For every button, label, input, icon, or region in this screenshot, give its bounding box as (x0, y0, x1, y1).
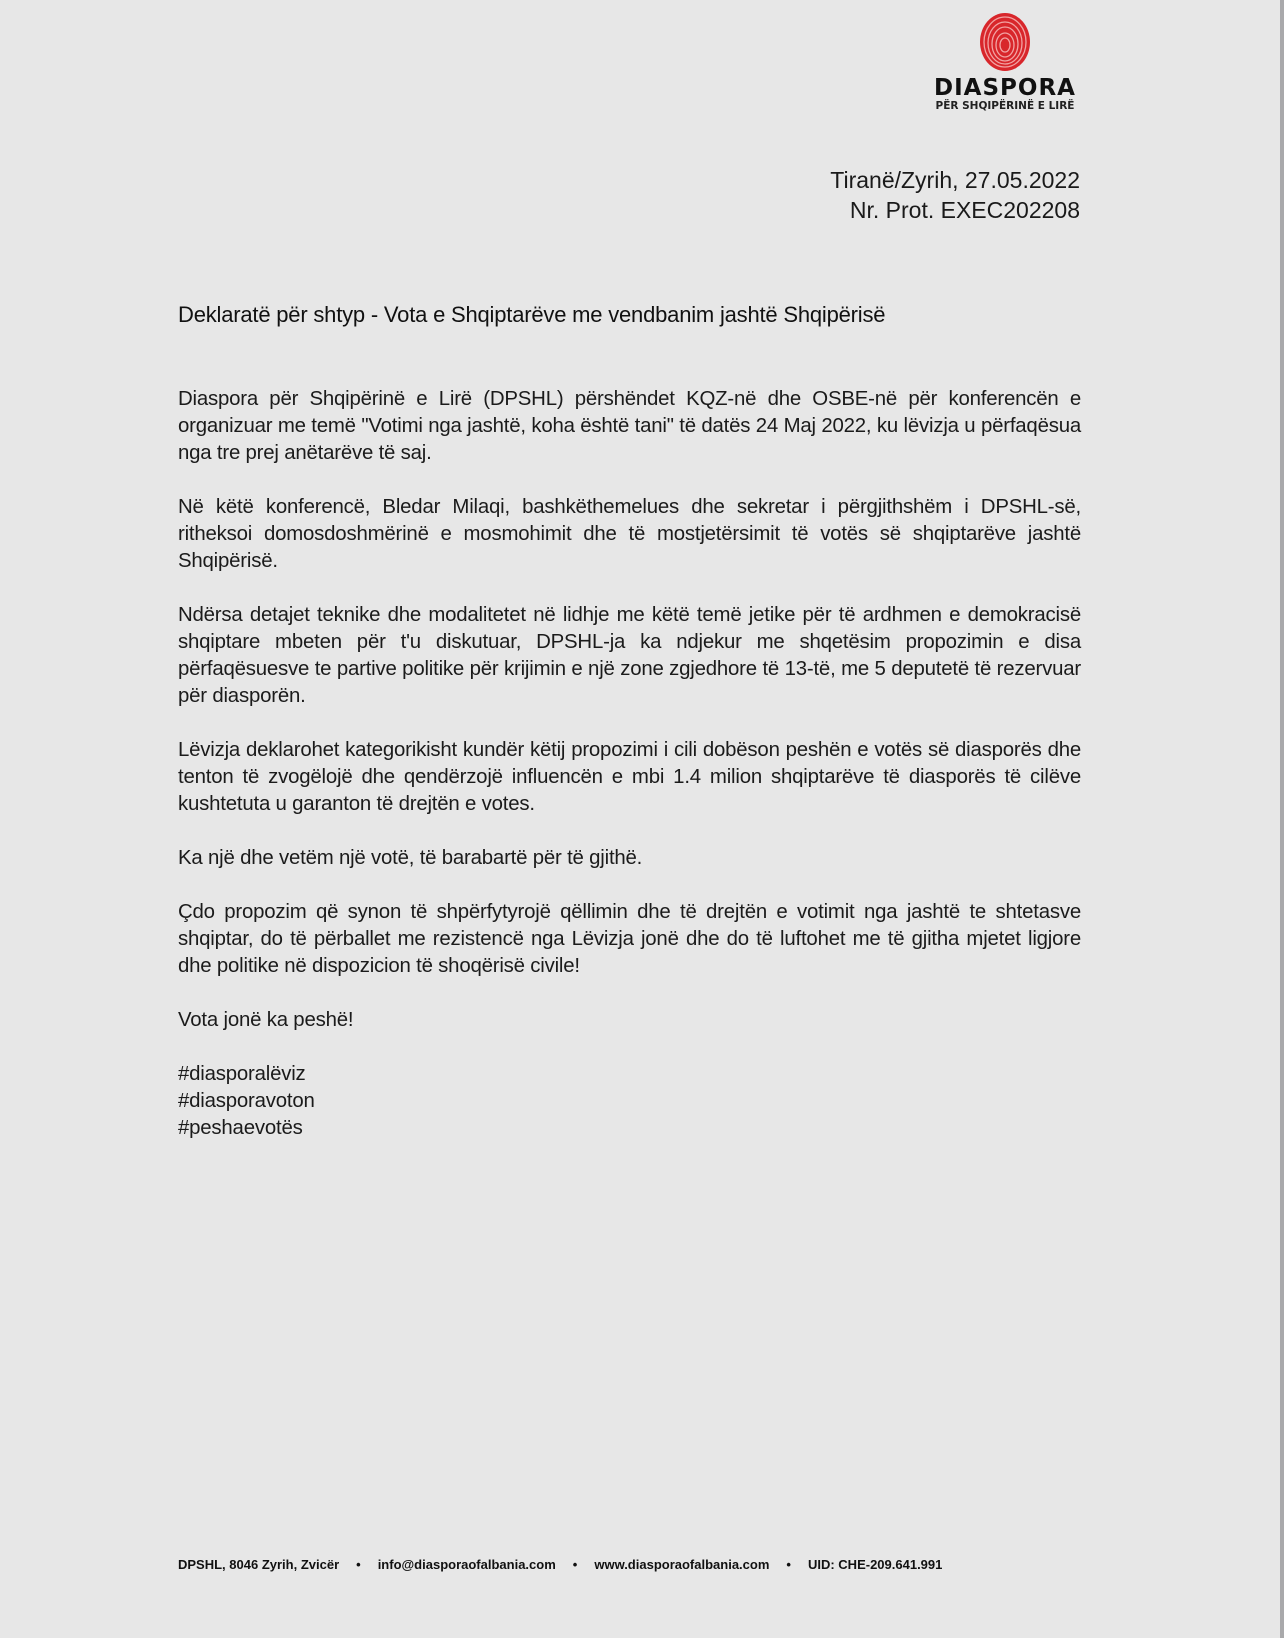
page-edge (1280, 0, 1284, 1638)
footer (178, 1557, 942, 1572)
hashtag: #diasporalëviz (178, 1063, 306, 1085)
slogan: Vota jonë ka peshë! (178, 1009, 354, 1031)
logo (905, 12, 1105, 113)
document-meta (830, 165, 1080, 225)
document-title: Deklaratë për shtyp - Vota e Shqiptarëve me vendbanim jashtë Shqipërisë (178, 302, 886, 327)
footer-uid: UID: CHE-209.641.991 (807, 1557, 943, 1572)
paragraph: Diaspora për Shqipërinë e Lirë (DPSHL) përshëndet KQZ-në dhe OSBE-në për konferencën e organizuar me temë "Votimi nga jashtë, koha është tani" të datës 24 Maj 2022, ku lëvizja u përfaqësua nga tre prej anëtarëve të saj. (178, 388, 1081, 464)
paragraph: Në këtë konferencë, Bledar Milaqi, bashkëthemelues dhe sekretar i përgjithshëm i DPSHL-së, ritheksoi domosdoshmërinë e mosmohimit dhe të mostjetërsimit të votës së shqiptarëve jashtë Shqipërisë. (178, 496, 1081, 572)
document-body (178, 386, 1081, 1142)
footer-website[interactable]: www.diasporaofalbania.com (594, 1557, 770, 1572)
paragraph: Ndërsa detajet teknike dhe modalitetet në lidhje me këtë temë jetike për të ardhmen e demokracisë shqiptare mbeten për t'u diskutuar, DPSHL-ja ka ndjekur me shqetësim propozimin e disa përfaqësuesve te partive politike për krijimin e një zone zgjedhore të 13-të, me 5 deputetë të rezervuar për diasporën. (178, 604, 1081, 707)
place-date: Tiranë/Zyrih, 27.05.2022 (830, 167, 1080, 193)
hashtags (178, 1061, 1081, 1142)
paragraph: Çdo propozim që synon të shpërfytyrojë qëllimin dhe të drejtën e votimit nga jashtë te shtetasve shqiptar, do të përballet me rezistencë nga Lëvizja jonë dhe do të luftohet me të gjitha mjetet ligjore dhe politike në dispozicion të shoqërisë civile! (178, 901, 1081, 977)
paragraph: Lëvizja deklarohet kategorikisht kundër këtij propozimi i cili dobëson peshën e votës së diasporës dhe tenton të zvogëlojë dhe qendërzojë influencën e mbi 1.4 milion shqiptarëve të diasporës të cilëve kushtetuta u garanton të drejtën e votes. (178, 739, 1081, 815)
separator-dot: • (356, 1557, 361, 1572)
hashtag: #peshaevotës (178, 1117, 303, 1139)
separator-dot: • (572, 1557, 578, 1572)
logo-name: DIASPORA (934, 75, 1076, 101)
protocol-number: Nr. Prot. EXEC202208 (849, 197, 1080, 223)
hashtag: #diasporavoton (178, 1090, 315, 1112)
fingerprint-icon (977, 12, 1033, 72)
footer-email[interactable]: info@diasporaofalbania.com (377, 1557, 556, 1572)
footer-address: DPSHL, 8046 Zyrih, Zvicër (178, 1557, 340, 1572)
separator-dot: • (786, 1557, 791, 1572)
paragraph: Ka një dhe vetëm një votë, të barabartë për të gjithë. (178, 847, 643, 869)
logo-tagline: PËR SHQIPËRINË E LIRË (935, 100, 1075, 112)
